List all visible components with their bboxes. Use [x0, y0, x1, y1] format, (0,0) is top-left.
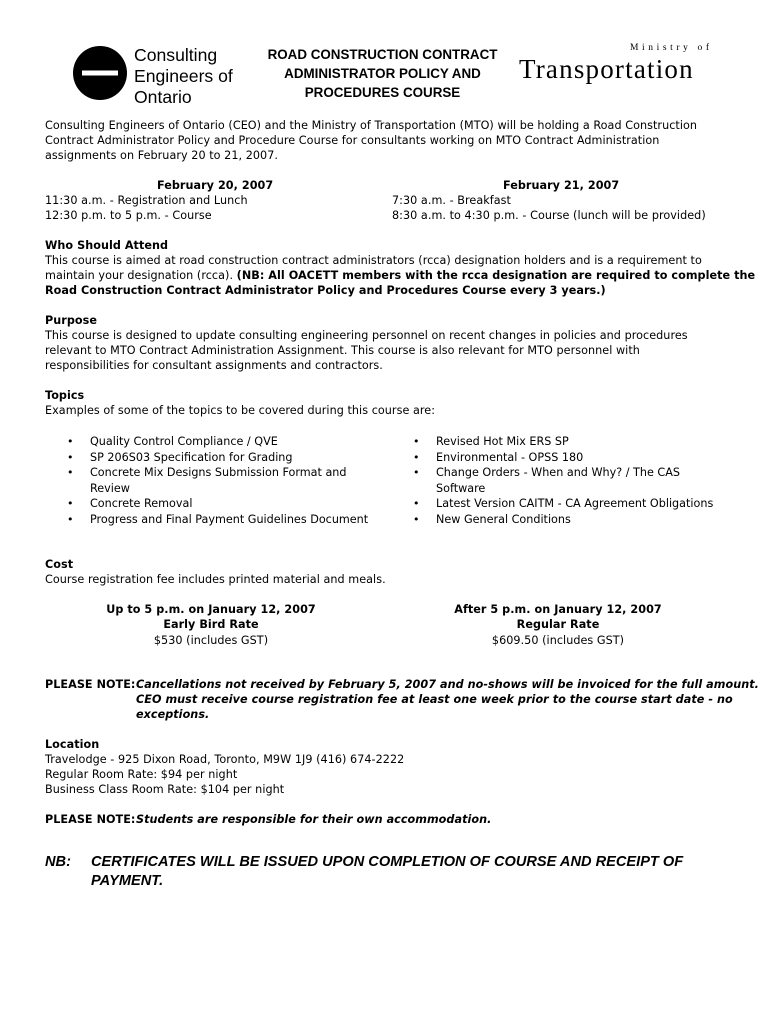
schedule-day1-item-2: 12:30 p.m. to 5 p.m. - Course	[45, 209, 212, 222]
schedule-day2-item-2: 8:30 a.m. to 4:30 p.m. - Course (lunch will be provided)	[392, 209, 706, 222]
topic-item: • Concrete Mix Designs Submission Format and	[45, 465, 368, 481]
note1-line-2: CEO must receive course registration fee at least one week prior to the course start date - no	[136, 693, 733, 706]
regular-rate-block	[405, 602, 711, 648]
note2-label: PLEASE NOTE:	[45, 813, 136, 826]
topics-list-left	[45, 434, 368, 528]
who-line-1: This course is aimed at road construction contract administrators (rcca) designation holders and is a requirement to	[45, 254, 702, 267]
location-heading: Location	[45, 738, 100, 751]
topic-item: • Latest Version CAITM - CA Agreement Obligations	[391, 496, 713, 512]
topic-item: • Revised Hot Mix ERS SP	[391, 434, 713, 450]
intro-line-3: assignments on February 20 to 21, 2007.	[45, 149, 278, 162]
early-bird-block	[58, 602, 364, 648]
course-title-line-1: ROAD CONSTRUCTION CONTRACT	[267, 47, 498, 62]
topic-item: • Environmental - OPSS 180	[391, 450, 713, 466]
course-title-line-3: PROCEDURES COURSE	[304, 85, 461, 100]
topics-heading: Topics	[45, 389, 85, 402]
schedule-day1-date: February 20, 2007	[157, 179, 274, 192]
purpose-heading: Purpose	[45, 314, 97, 327]
course-title	[255, 45, 510, 102]
regular-price: $609.50 (includes GST)	[491, 633, 625, 647]
regular-label: Regular Rate	[516, 618, 600, 632]
location-regular-rate: Regular Room Rate: $94 per night	[45, 768, 238, 781]
schedule-day1-item-1: 11:30 a.m. - Registration and Lunch	[45, 194, 248, 207]
ceo-name-line-1: Consulting	[134, 45, 218, 65]
who-line-2-text: maintain your designation (rcca).	[45, 269, 237, 282]
mto-logo-ministry: Ministry of	[630, 43, 713, 53]
purpose-line-2: relevant to MTO Contract Administration Assignment. This course is also relevant for MTO personnel with	[45, 344, 640, 357]
ceo-name-line-2: Engineers of	[134, 66, 233, 86]
nb-line-2: PAYMENT.	[91, 872, 164, 889]
location-business-rate: Business Class Room Rate: $104 per night	[45, 783, 285, 796]
topics-list-right	[391, 434, 713, 528]
topic-item: • Quality Control Compliance / QVE	[45, 434, 368, 450]
nb-label: NB:	[45, 854, 71, 870]
topic-item-continued: Review	[90, 481, 130, 495]
topic-item: • Concrete Removal	[45, 496, 368, 512]
location-address: Travelodge - 925 Dixon Road, Toronto, M9W 1J9 (416) 674-2222	[45, 753, 405, 766]
topic-item: • SP 206S03 Specification for Grading	[45, 450, 368, 466]
cost-intro: Course registration fee includes printed material and meals.	[45, 573, 386, 586]
note2-text: Students are responsible for their own accommodation.	[136, 813, 492, 826]
topic-item-continued: Software	[436, 481, 486, 495]
note1-label: PLEASE NOTE:	[45, 678, 136, 691]
who-line-3: Road Construction Contract Administrator Policy and Procedures Course every 3 years.)	[45, 284, 606, 297]
early-bird-deadline: Up to 5 p.m. on January 12, 2007	[106, 603, 316, 616]
topic-item: • Progress and Final Payment Guidelines Document	[45, 512, 368, 528]
regular-deadline: After 5 p.m. on January 12, 2007	[454, 603, 662, 616]
ceo-logo	[73, 46, 127, 100]
who-heading: Who Should Attend	[45, 239, 169, 252]
mto-logo-transportation: Transportation	[519, 54, 694, 84]
ceo-name-line-3: Ontario	[134, 87, 192, 107]
schedule-day2-date: February 21, 2007	[503, 179, 620, 192]
nb-line-1: CERTIFICATES WILL BE ISSUED UPON COMPLETION OF COURSE AND RECEIPT OF	[91, 854, 684, 870]
who-line-2	[45, 268, 755, 283]
purpose-line-1: This course is designed to update consulting engineering personnel on recent changes in policies and procedures	[45, 329, 688, 342]
early-bird-label: Early Bird Rate	[163, 618, 259, 632]
purpose-line-3: responsibilities for consultant assignments and contractors.	[45, 359, 383, 372]
note1-line-1: Cancellations not received by February 5, 2007 and no-shows will be invoiced for the full amount.	[136, 678, 759, 691]
schedule-day2-item-1: 7:30 a.m. - Breakfast	[392, 194, 511, 207]
note1-line-3: exceptions.	[136, 708, 210, 721]
topic-item: • New General Conditions	[391, 512, 713, 528]
course-title-line-2: ADMINISTRATOR POLICY AND	[284, 66, 481, 81]
topics-intro: Examples of some of the topics to be covered during this course are:	[45, 404, 436, 417]
who-line-2-bold: (NB: All OACETT members with the rcca designation are required to complete the	[236, 269, 756, 282]
early-bird-price: $530 (includes GST)	[153, 633, 269, 647]
topic-item: • Change Orders - When and Why? / The CAS	[391, 465, 713, 481]
cost-heading: Cost	[45, 558, 74, 571]
intro-line-1: Consulting Engineers of Ontario (CEO) and the Ministry of Transportation (MTO) will be holding a Road Construction	[45, 119, 698, 132]
intro-line-2: Contract Administrator Policy and Procedure Course for consultants working on MTO Contract Administration	[45, 134, 660, 147]
